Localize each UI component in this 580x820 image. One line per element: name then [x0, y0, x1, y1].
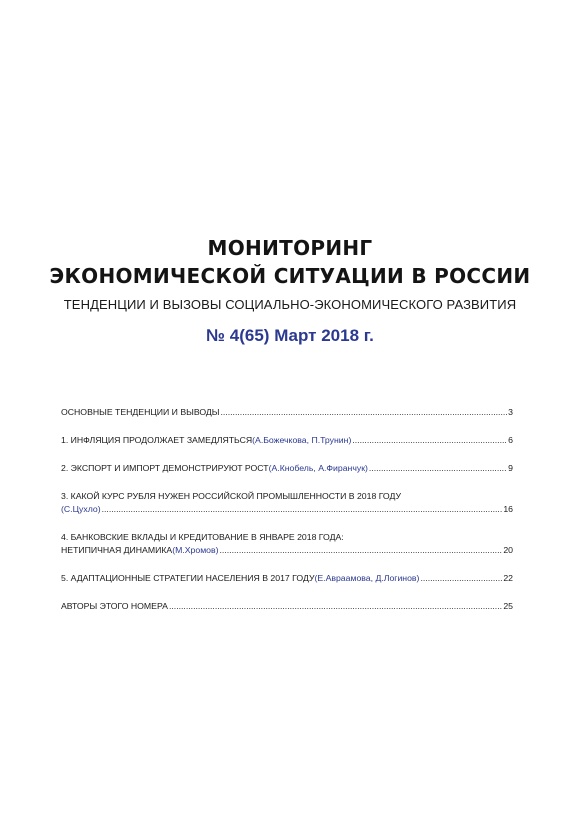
toc-item-page: 22	[503, 573, 513, 583]
toc-line	[61, 434, 513, 447]
toc-item-page: 25	[503, 601, 513, 611]
toc-leader-dots	[420, 572, 502, 585]
toc-item-authors: (А.Кнобель, А.Фиранчук)	[268, 463, 368, 473]
toc-leader-dots	[352, 434, 507, 447]
toc-item[interactable]	[61, 490, 513, 516]
toc-item-title: 3. КАКОЙ КУРС РУБЛЯ НУЖЕН РОССИЙСКОЙ ПРОМЫШЛЕННОСТИ В 2018 ГОДУ	[61, 491, 401, 501]
toc-item-title: ОСНОВНЫЕ ТЕНДЕНЦИИ И ВЫВОДЫ	[61, 407, 220, 417]
toc-item-authors: (С.Цухло)	[61, 504, 101, 514]
toc-leader-dots	[169, 600, 502, 613]
toc-item-page: 20	[503, 545, 513, 555]
toc-item[interactable]	[61, 462, 513, 475]
toc-item[interactable]	[61, 406, 513, 419]
toc-item-page: 6	[508, 435, 513, 445]
toc-item[interactable]	[61, 531, 513, 557]
toc-item[interactable]	[61, 600, 513, 613]
issue-number: № 4(65) Март 2018 г.	[206, 326, 374, 345]
toc-item-title: 4. БАНКОВСКИЕ ВКЛАДЫ И КРЕДИТОВАНИЕ В ЯНВАРЕ 2018 ГОДА:	[61, 532, 344, 542]
toc-item-title: АВТОРЫ ЭТОГО НОМЕРА	[61, 601, 168, 611]
toc-item-authors: (А.Божечкова, П.Трунин)	[252, 435, 352, 445]
toc-line	[61, 462, 513, 475]
toc-line	[61, 406, 513, 419]
title-line-1: МОНИТОРИНГ	[207, 236, 373, 260]
toc-item-title: 2. ЭКСПОРТ И ИМПОРТ ДЕМОНСТРИРУЮТ РОСТ	[61, 463, 269, 473]
toc-item-page: 16	[503, 504, 513, 514]
title-line-2: ЭКОНОМИЧЕСКОЙ СИТУАЦИИ В РОССИИ	[49, 264, 531, 288]
toc-item-authors: (М.Хромов)	[172, 545, 219, 555]
toc-item-page: 9	[508, 463, 513, 473]
toc-line	[61, 572, 513, 585]
table-of-contents	[61, 406, 513, 628]
subtitle: ТЕНДЕНЦИИ И ВЫЗОВЫ СОЦИАЛЬНО-ЭКОНОМИЧЕСКОГО РАЗВИТИЯ	[63, 297, 517, 312]
cover-header	[0, 234, 580, 346]
toc-leader-dots	[102, 503, 503, 516]
toc-item-title: 1. ИНФЛЯЦИЯ ПРОДОЛЖАЕТ ЗАМЕДЛЯТЬСЯ	[61, 435, 253, 445]
toc-leader-dots	[220, 406, 507, 419]
toc-leader-dots	[369, 462, 507, 475]
toc-item[interactable]	[61, 434, 513, 447]
toc-item-authors: (Е.Авраамова, Д.Логинов)	[314, 573, 420, 583]
toc-leader-dots	[220, 544, 503, 557]
toc-line	[61, 503, 513, 516]
toc-item-page: 3	[508, 407, 513, 417]
toc-line	[61, 600, 513, 613]
toc-line	[61, 544, 513, 557]
toc-item[interactable]	[61, 572, 513, 585]
toc-item-title-cont: НЕТИПИЧНАЯ ДИНАМИКА	[61, 545, 173, 555]
toc-item-title: 5. АДАПТАЦИОННЫЕ СТРАТЕГИИ НАСЕЛЕНИЯ В 2017 ГОДУ	[61, 573, 315, 583]
